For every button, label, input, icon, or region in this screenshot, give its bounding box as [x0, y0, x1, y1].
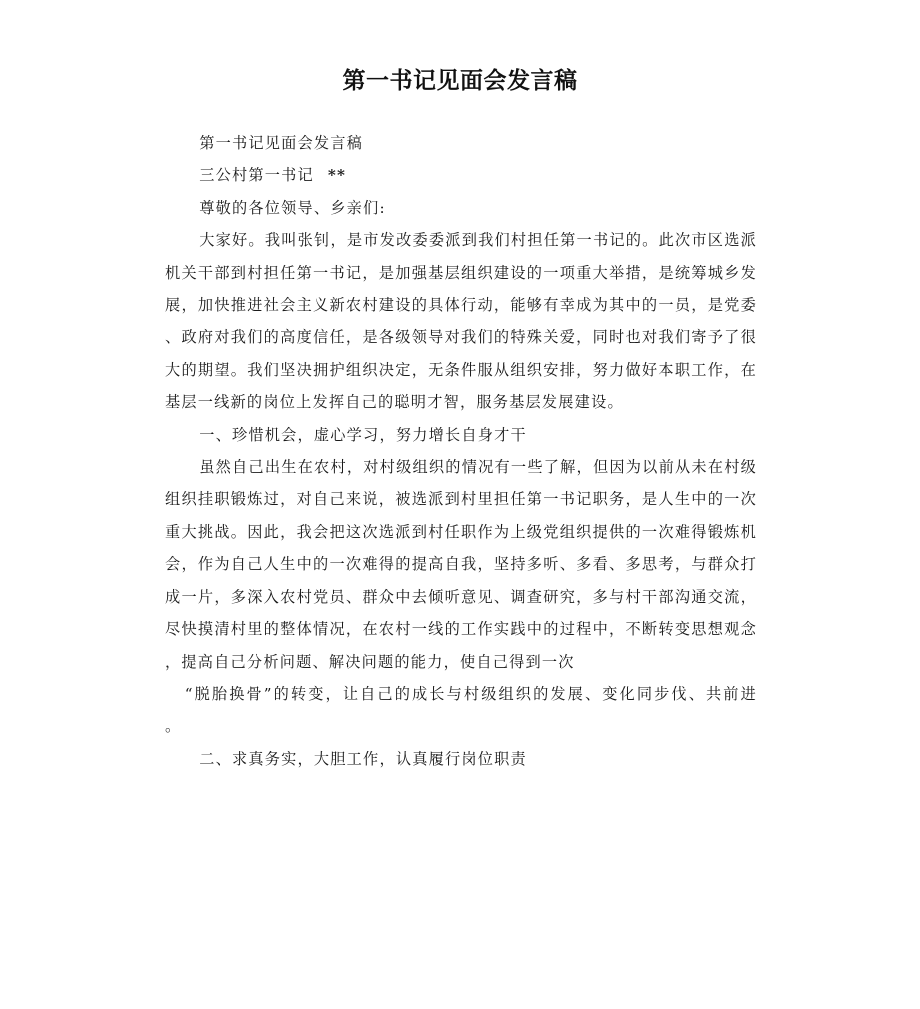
document-title: 第一书记见面会发言稿	[342, 68, 578, 94]
subtitle-line: 第一书记见面会发言稿	[199, 134, 364, 152]
paragraph-line: “脱胎换骨”的转变，让自己的成长与村级组织的发展、变化同步伐、共前进	[184, 684, 757, 703]
document-body	[165, 127, 757, 775]
author-line	[165, 159, 757, 191]
paragraph-line: 虽然自己出生在农村，对村级组织的情况有一些了解，但因为以前从未在村级	[199, 458, 757, 477]
paragraph-line: 会，作为自己人生中的一次难得的提高自我，坚持多听、多看、多思考，与群众打	[165, 555, 757, 574]
salutation: 尊敬的各位领导、乡亲们:	[199, 198, 386, 217]
paragraph-1	[165, 224, 757, 418]
paragraph-line: 大的期望。我们坚决拥护组织决定，无条件服从组织安排，努力做好本职工作，在	[165, 360, 757, 379]
paragraph-line: 、政府对我们的高度信任，是各级领导对我们的特殊关爱，同时也对我们寄予了很	[165, 328, 757, 347]
paragraph-line: 。	[165, 717, 182, 736]
paragraph-line: ，提高自己分析问题、解决问题的能力，使自己得到一次	[165, 652, 575, 671]
paragraph-line: 尽快摸清村里的整体情况，在农村一线的工作实践中的过程中，不断转变思想观念	[165, 620, 757, 639]
paragraph-line: 机关干部到村担任第一书记，是加强基层组织建设的一项重大举措，是统筹城乡发	[165, 263, 757, 282]
paragraph-line: 展，加快推进社会主义新农村建设的具体行动，能够有幸成为其中的一员，是党委	[165, 296, 757, 315]
paragraph-line: 重大挑战。因此，我会把这次选派到村任职作为上级党组织提供的一次难得锻炼机	[165, 522, 757, 541]
paragraph-line: 基层一线新的岗位上发挥自己的聪明才智，服务基层发展建设。	[165, 393, 624, 412]
author-prefix: 三公村第一书记	[199, 166, 314, 185]
paragraph-line: 组织挂职锻炼过，对自己来说，被选派到村里担任第一书记职务，是人生中的一次	[165, 490, 757, 509]
section-heading-1: 一、珍惜机会，虚心学习，努力增长自身才干	[199, 425, 527, 444]
paragraph-3	[165, 678, 757, 743]
author-mask: **	[327, 166, 347, 185]
section-heading-2: 二、求真务实，大胆工作，认真履行岗位职责	[199, 749, 527, 768]
paragraph-line: 成一片，多深入农村党员、群众中去倾听意见、调查研究，多与村干部沟通交流，	[165, 587, 757, 606]
paragraph-2	[165, 451, 757, 678]
paragraph-line: 大家好。我叫张钊，是市发改委委派到我们村担任第一书记的。此次市区选派	[199, 231, 757, 250]
